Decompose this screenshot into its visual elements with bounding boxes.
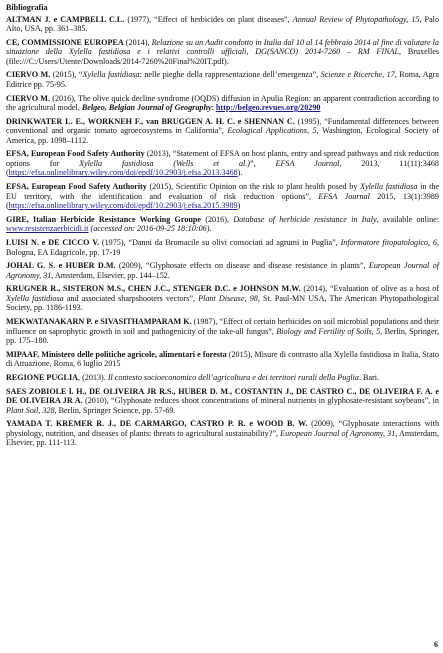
entry-journal: Informatore fitopatologico, 6 — [340, 238, 437, 247]
entry-text: (2015), Scientific Opinion on the risk to plant health posed by — [146, 182, 361, 192]
page-title: Bibliografia — [6, 3, 48, 12]
entry-link[interactable]: https://efsa.onlinelibrary.wiley.com/doi/epdf/10.2903/j.efsa.2015.3989 — [8, 201, 238, 211]
entry-journal: European Journal of Agronomy, 31 — [280, 428, 396, 438]
entry-journal: EFSA Journal — [318, 191, 370, 201]
entry-link[interactable]: www.resistenzaerbicidi.it — [6, 224, 89, 234]
entry-species: Xylella fastidiosa — [82, 70, 140, 80]
entry-text: (2016), — [201, 214, 234, 224]
entry-text: . Bari. — [358, 372, 380, 382]
bib-entry-mekwatanakarn — [6, 317, 439, 346]
entry-text: in the EU territory, with the identification and evaluation of risk reduction options”, — [6, 182, 440, 201]
entry-authors: JOHAL G. S. e HUBER D.M. — [6, 261, 116, 271]
bib-entry-ce — [6, 38, 439, 67]
entry-text: (1995), “Fundamental differences between conventional and organic tomato agroecosystems in California”, — [6, 116, 439, 136]
entry-authors: KRUGNER R., SISTERON M.S., CHEN J.C., STENGER D.C. e JOHNSON M.W. — [6, 284, 301, 294]
entry-authors: GIRE, Italian Herbicide Resistance Working Groupe — [6, 214, 202, 224]
bib-entry-johal — [6, 261, 439, 280]
entry-text: (2016), The olive quick decline syndrome (OQDS) diffusion in Apulia Region: an apparent contradiction according to the agricultural model, — [6, 93, 439, 113]
entry-text: (2009), “Glyphosate effects on disease and disease resistance in plants”, — [115, 261, 369, 271]
entry-authors: YAMADA T. KREMER R. J., DE CARMARGO, CASTRO P. R. e WOOD B. W. — [6, 419, 308, 429]
entry-text: , Berlin, Springer Science, pp. 57-69. — [54, 405, 176, 415]
entry-journal: EFSA Journal — [275, 158, 340, 168]
entry-text: , (2013). — [78, 372, 108, 382]
bib-entry-mipaaf — [6, 350, 439, 369]
entry-text: , available online: — [376, 214, 440, 224]
entry-text: (2014), — [123, 37, 152, 47]
entry-authors: DRINKWATER L. E., WORKNEH F., van BRUGGEN A. H. C. e SHENNAN C. — [6, 116, 295, 126]
entry-journal: Belgeo, Belgian Journal of Geography — [81, 103, 212, 113]
entry-authors: EFSA, European Food Safety Authority — [6, 149, 145, 159]
entry-text: , Palo Alto, USA, pp. 361–385. — [6, 14, 440, 33]
entry-text: (2009), “Glyphosate interactions with physiology, nutrition, and diseases of plants: threats to agricultural sustainability?”, — [6, 419, 440, 438]
entry-title: Database of herbicide resistance in Italy — [233, 214, 377, 224]
entry-authors: LUISI N. e DE CICCO V. — [6, 238, 100, 247]
entry-text: ”, — [250, 158, 276, 168]
entry-text: , Bruxelles (file:///C:/Users/Utente/Downloads/2014-7260%20Final%20IT.pdf). — [6, 47, 439, 66]
entry-authors: CE, COMMISSIONE EUROPEA — [6, 37, 124, 47]
entry-text: (1987), “Effect of certain herbicides on soil microbial populations and their influence on saprophytic growth in soil and pathogenicity of the take-all fungus”, — [6, 317, 439, 336]
entry-text: , Bologna, EA Edagricole, pp. 17-19 — [6, 238, 439, 257]
entry-text: ) — [237, 201, 241, 211]
entry-access-date: (accessed on: 2016-09-25 18:10:06). — [88, 224, 212, 234]
entry-text: : nelle pieghe della rappresentazione dell’emergenza”, — [139, 70, 321, 80]
bib-entry-drinkwater — [6, 117, 439, 146]
entry-authors: ALTMAN J. e CAMPBELL C.L. — [6, 14, 125, 24]
entry-link[interactable]: http://belgeo.revues.org/20290 — [215, 103, 321, 113]
bib-entry-regione-puglia — [6, 373, 439, 383]
entry-journal: European Journal of Agronomy, 31 — [6, 261, 439, 280]
entry-text: , Washington, Ecological Society of America, pp. 1098–1112. — [6, 126, 439, 145]
entry-authors: REGIONE PUGLIA — [6, 372, 79, 382]
bib-entry-krugner — [6, 284, 439, 313]
bib-entry-yamada — [6, 419, 439, 448]
entry-text: (1977), “Effect of herbicides on plant diseases”, — [124, 14, 293, 24]
entry-text: , Amsterdam, Elsevier, pp. 111-113. — [6, 428, 439, 448]
entry-text: (1975), “Danni da Bromacile su olivi consociati ad agrumi in Puglia”, — [99, 238, 341, 247]
bib-entry-efsa-2015 — [6, 182, 439, 211]
entry-text: 2015, 13(1):3989 ( — [6, 191, 439, 211]
entry-text: and associated sharpshooters vectors”, — [63, 293, 199, 303]
entry-journal: Ecological Applications, 5 — [227, 126, 317, 136]
entry-authors: MIPAAF, Ministero delle politiche agricole, alimentari e foresta — [6, 349, 227, 359]
bib-entry-gire — [6, 215, 439, 234]
entry-text: , Berlin, Springer, pp. 175–180. — [6, 326, 439, 346]
entry-text: ). — [237, 168, 243, 178]
entry-text: (2015), “ — [50, 70, 83, 80]
bib-entry-altman — [6, 15, 439, 34]
entry-authors: EFSA, European Food Safety Authority — [6, 182, 147, 192]
entry-text: , Amsterdam, Elsevier, pp. 144–152. — [51, 270, 170, 280]
bib-entry-efsa-2013 — [6, 149, 439, 178]
bib-entry-ciervo-2015 — [6, 70, 439, 89]
entry-text: (2015), Misure di contrasto alla Xylella fastidiosa in Italia, Stato di Attuazione, Roma, 6 luglio 2015 — [6, 349, 439, 369]
entry-authors: SAES ZOBIOLE l. H., DE OLIVEIRA JR R.S., HUBER D. M., COSTANTIN J., DE CASTRO C., DE OLIVEIRA F. A. e DE OLIVEIRA JR A. — [6, 386, 439, 406]
entry-species: Xylella fastidiosa — [6, 293, 64, 303]
bib-entry-saes-zobiole — [6, 387, 439, 416]
bib-entry-luisi — [6, 238, 439, 257]
entry-text: , 2013, 11(11):3468 ( — [6, 158, 439, 178]
entry-journal: Plant Disease, 98 — [198, 293, 258, 303]
entry-journal: Plant Soil, 328 — [6, 405, 55, 415]
entry-text: : — [211, 103, 216, 113]
entry-journal: Biology and Fertility of Soils, 5 — [276, 326, 381, 336]
entry-authors: CIERVO M. — [6, 93, 50, 103]
entry-authors: MEKWATANAKARN P. e SIVASITHAMPARAM K. — [6, 317, 192, 327]
entry-species: Xylella fastidiosa — [360, 182, 418, 192]
entry-journal: Scienze e Ricerche, 17 — [320, 70, 395, 80]
entry-text: (2010), “Glyphosate reduces shoot concentrations of mineral nutrients in glyphosate-resistant soybeans”, in — [82, 396, 439, 406]
entry-species: Xylella fastidiosa (Wells et al.) — [79, 158, 251, 168]
entry-journal: Annual Review of Phytopathology, 15 — [292, 14, 420, 24]
entry-text: , St. Paul-MN USA, The American Phytopathological Society, pp. 1186-1193. — [6, 293, 439, 313]
entry-link[interactable]: https://efsa.onlinelibrary.wiley.com/doi/epdf/10.2903/j.efsa.2013.3468 — [8, 168, 238, 178]
entry-title: Relazione su un Audit condotto in Italia dal 10 al 14 febbraio 2014 al fine di valutare la situazione della Xylella fastidiosa e i relativi controlli ufficiali, DG(SANCO) 2014-7260 – RM FINAL — [6, 37, 439, 57]
entry-text: , Roma, Agra Editrice pp. 75-95. — [6, 70, 439, 89]
entry-authors: CIERVO M. — [6, 70, 51, 80]
entry-text: (2013), “Statement of EFSA on host plants, entry and spread pathways and risk reduction options for — [6, 149, 439, 168]
entry-text: (2014), “Evaluation of olive as a host of — [300, 284, 439, 294]
entry-title: Il contesto socioeconomico dell’agricoltura e dei territori rurali della Puglia — [107, 372, 359, 382]
bib-entry-ciervo-2016 — [6, 94, 439, 113]
page-number: 6 — [434, 639, 438, 649]
